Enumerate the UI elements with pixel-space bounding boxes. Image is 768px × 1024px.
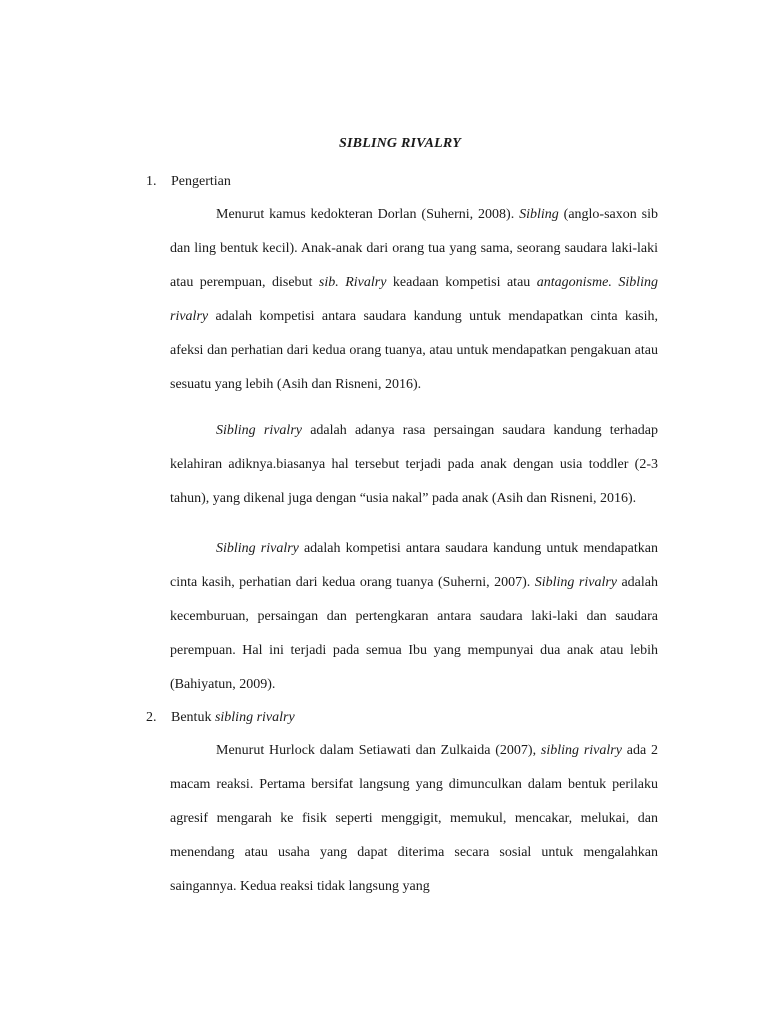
paragraph-definition-2: Sibling rivalry adalah adanya rasa persaingan saudara kandung terhadap kelahiran adiknya.biasanya hal tersebut terjadi pada anak dengan usia toddler (2-3 tahun), yang dikenal juga dengan “usia nakal” pada anak (Asih dan Risneni, 2016). [170, 423, 659, 506]
section-heading-2 [146, 708, 295, 728]
section-heading-1 [146, 172, 231, 192]
heading-text: Pengertian [171, 174, 231, 189]
heading-text: Bentuk [171, 710, 215, 725]
heading-text-italic: sibling rivalry [214, 710, 295, 725]
paragraph-definition-3: Sibling rivalry adalah kompetisi antara saudara kandung untuk mendapatkan cinta kasih, perhatian dari kedua orang tuanya (Suherni, 2007). Sibling rivalry adalah kecemburuan, persaingan dan pertengkaran antara saudara laki-laki dan saudara perempuan. Hal ini terjadi pada semua Ibu yang mempunyai dua anak atau lebih (Bahiyatun, 2009). [170, 541, 658, 692]
section-number: 2. [146, 710, 157, 725]
paragraph-definition-1: Menurut kamus kedokteran Dorlan (Suherni, 2008). Sibling (anglo-saxon sib dan ling bentuk kecil). Anak-anak dari orang tua yang sama, seorang saudara laki-laki atau perempuan, disebut sib. Rivalry keadaan kompetisi atau antagonisme. Sibling rivalry adalah kompetisi antara saudara kandung untuk mendapatkan cinta kasih, afeksi dan perhatian dari kedua orang tuanya, atau untuk mendapatkan pengakuan atau sesuatu yang lebih (Asih dan Risneni, 2016). [170, 207, 658, 392]
document-title: SIBLING RIVALRY [339, 136, 461, 151]
section-number: 1. [146, 174, 157, 189]
paragraph-forms-1: Menurut Hurlock dalam Setiawati dan Zulkaida (2007), sibling rivalry ada 2 macam reaksi. Pertama bersifat langsung yang dimunculkan dalam bentuk perilaku agresif mengarah ke fisik seperti menggigit, memukul, mencakar, melukai, dan menendang atau usaha yang dapat diterima secara sosial untuk mengalahkan saingannya. Kedua reaksi tidak langsung yang [170, 743, 658, 894]
